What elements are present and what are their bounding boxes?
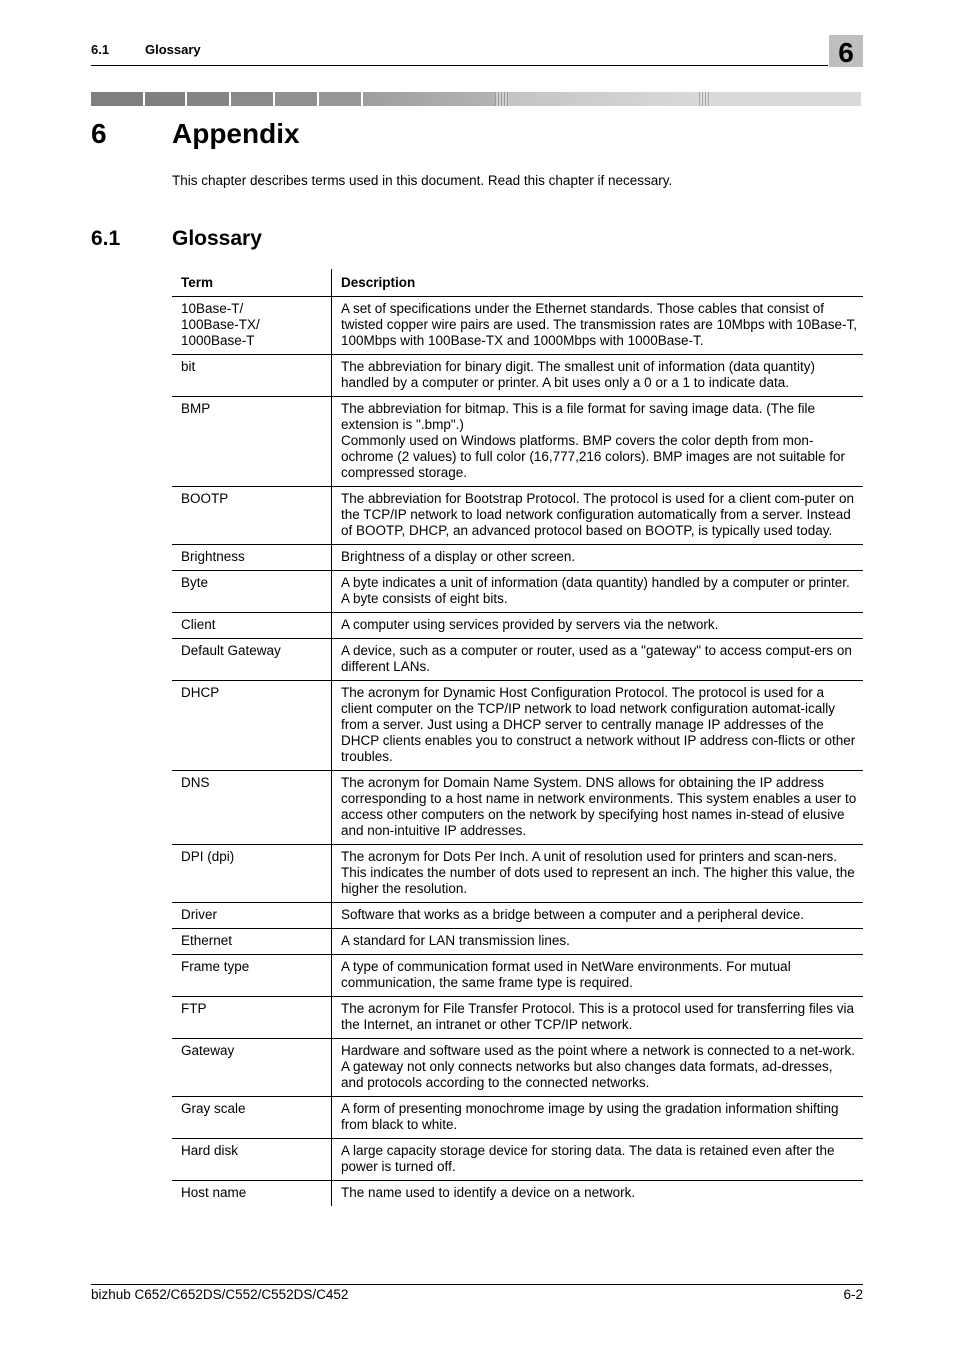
table-row (172, 545, 863, 571)
description-cell: The abbreviation for binary digit. The smallest unit of information (data quantity) handled by a computer or printer. A bit uses only a 0 or a 1 to indicate data. (332, 355, 864, 397)
chapter-badge: 6 (829, 35, 863, 67)
term-cell: Byte (172, 571, 332, 613)
description-cell: The name used to identify a device on a network. (341, 1185, 636, 1200)
description-cell: The acronym for Dots Per Inch. A unit of resolution used for printers and scan-ners. This indicates the number of dots used to represent an inch. The higher this value, the higher the resolution. (332, 845, 864, 903)
description-cell: The acronym for Dynamic Host Configuration Protocol. The protocol is used for a client computer on the TCP/IP network to load network configuration automat-ically from a server. Just using a DHCP server to centrally manage IP addresses of the DHCP clients enables you to construct a network without IP address con-flicts or other troubles. (332, 681, 864, 771)
table-row (172, 681, 863, 771)
table-row (172, 997, 863, 1039)
term-cell: DHCP (172, 681, 332, 771)
term-cell: Frame type (172, 955, 332, 997)
term-cell: BMP (172, 397, 332, 487)
description-cell: Hardware and software used as the point where a network is connected to a net-work. A gateway not only connects networks but also changes data formats, ad-dresses, and protocols according to the connected networks. (332, 1039, 864, 1097)
table-row (172, 613, 863, 639)
footer-page-number: 6-2 (843, 1287, 863, 1302)
term-cell: DNS (172, 771, 332, 845)
chapter-title: Appendix (172, 118, 300, 149)
term-cell: bit (172, 355, 332, 397)
chapter-intro: This chapter describes terms used in this document. Read this chapter if necessary. (172, 173, 673, 188)
table-row (172, 355, 863, 397)
description-cell: The abbreviation for bitmap. This is a file format for saving image data. (The file extension is ".bmp".) Commonly used on Windows platforms. BMP covers the color depth from mon-ochrome (2 values) to full color (16,777,216 colors). BMP images are not suitable for compressed storage. (332, 397, 864, 487)
header-section-number: 6.1 (91, 42, 110, 57)
description-cell: The acronym for Domain Name System. DNS allows for obtaining the IP address corresponding to a host name in network environments. This system enables a user to access other computers on the network by specifying host names in-stead of elusive and non-intuitive IP addresses. (332, 771, 864, 845)
header-rule (91, 65, 828, 66)
section-number: 6.1 (91, 227, 121, 250)
chapter-number: 6 (91, 118, 107, 149)
table-row (172, 1181, 863, 1207)
term-cell: Driver (172, 903, 332, 929)
term-cell: Brightness (172, 545, 332, 571)
table-row (172, 845, 863, 903)
description-cell: The acronym for File Transfer Protocol. This is a protocol used for transferring files via the Internet, an intranet or other TCP/IP network. (332, 997, 864, 1039)
term-cell: Host name (172, 1181, 332, 1207)
term-cell: 10Base-T/ 100Base-TX/ 1000Base-T (172, 297, 332, 355)
description-cell: A form of presenting monochrome image by using the gradation information shifting from black to white. (332, 1097, 864, 1139)
description-cell: A large capacity storage device for storing data. The data is retained even after the power is turned off. (332, 1139, 864, 1181)
description-cell: A type of communication format used in NetWare environments. For mutual communication, the same frame type is required. (332, 955, 864, 997)
term-cell: Gray scale (172, 1097, 332, 1139)
description-cell: A standard for LAN transmission lines. (332, 929, 864, 955)
description-cell: A byte indicates a unit of information (data quantity) handled by a computer or printer. A byte consists of eight bits. (332, 571, 864, 613)
glossary-table (172, 269, 863, 1206)
term-cell: Ethernet (172, 929, 332, 955)
term-cell: Gateway (172, 1039, 332, 1097)
term-cell: BOOTP (172, 487, 332, 545)
description-cell: Brightness of a display or other screen. (332, 545, 864, 571)
table-row (172, 639, 863, 681)
description-cell: A computer using services provided by servers via the network. (332, 613, 864, 639)
term-cell: DPI (dpi) (172, 845, 332, 903)
table-row (172, 397, 863, 487)
section-title: Glossary (172, 227, 262, 250)
term-cell: Default Gateway (172, 639, 332, 681)
table-row (172, 487, 863, 545)
table-row (172, 929, 863, 955)
description-cell: A set of specifications under the Ethernet standards. Those cables that consist of twisted copper wire pairs are used. The transmission rates are 10Mbps with 10Base-T, 100Mbps with 100Base-TX and 1000Mbps with 1000Base-T. (332, 297, 864, 355)
table-row (172, 1139, 863, 1181)
table-row (172, 903, 863, 929)
column-header-term: Term (172, 269, 332, 297)
table-row (172, 1097, 863, 1139)
table-header-row (172, 269, 863, 297)
header-section-title: Glossary (145, 42, 201, 57)
table-row (172, 771, 863, 845)
description-cell: The abbreviation for Bootstrap Protocol. The protocol is used for a client com-puter on the TCP/IP network to load network configuration automatically from a server. Instead of BOOTP, DHCP, an advanced protocol based on BOOTP, is typically used today. (332, 487, 864, 545)
table-row (172, 1039, 863, 1097)
description-cell: Software that works as a bridge between a computer and a peripheral device. (332, 903, 864, 929)
footer-model: bizhub C652/C652DS/C552/C552DS/C452 (91, 1287, 349, 1302)
term-cell: Hard disk (172, 1139, 332, 1181)
decorative-bar (91, 92, 863, 106)
table-row (172, 955, 863, 997)
column-header-description: Description (332, 269, 864, 297)
table-row (172, 297, 863, 355)
table-row (172, 571, 863, 613)
footer-rule (91, 1284, 863, 1285)
description-cell: A device, such as a computer or router, used as a "gateway" to access comput-ers on different LANs. (332, 639, 864, 681)
term-cell: FTP (172, 997, 332, 1039)
term-cell: Client (172, 613, 332, 639)
